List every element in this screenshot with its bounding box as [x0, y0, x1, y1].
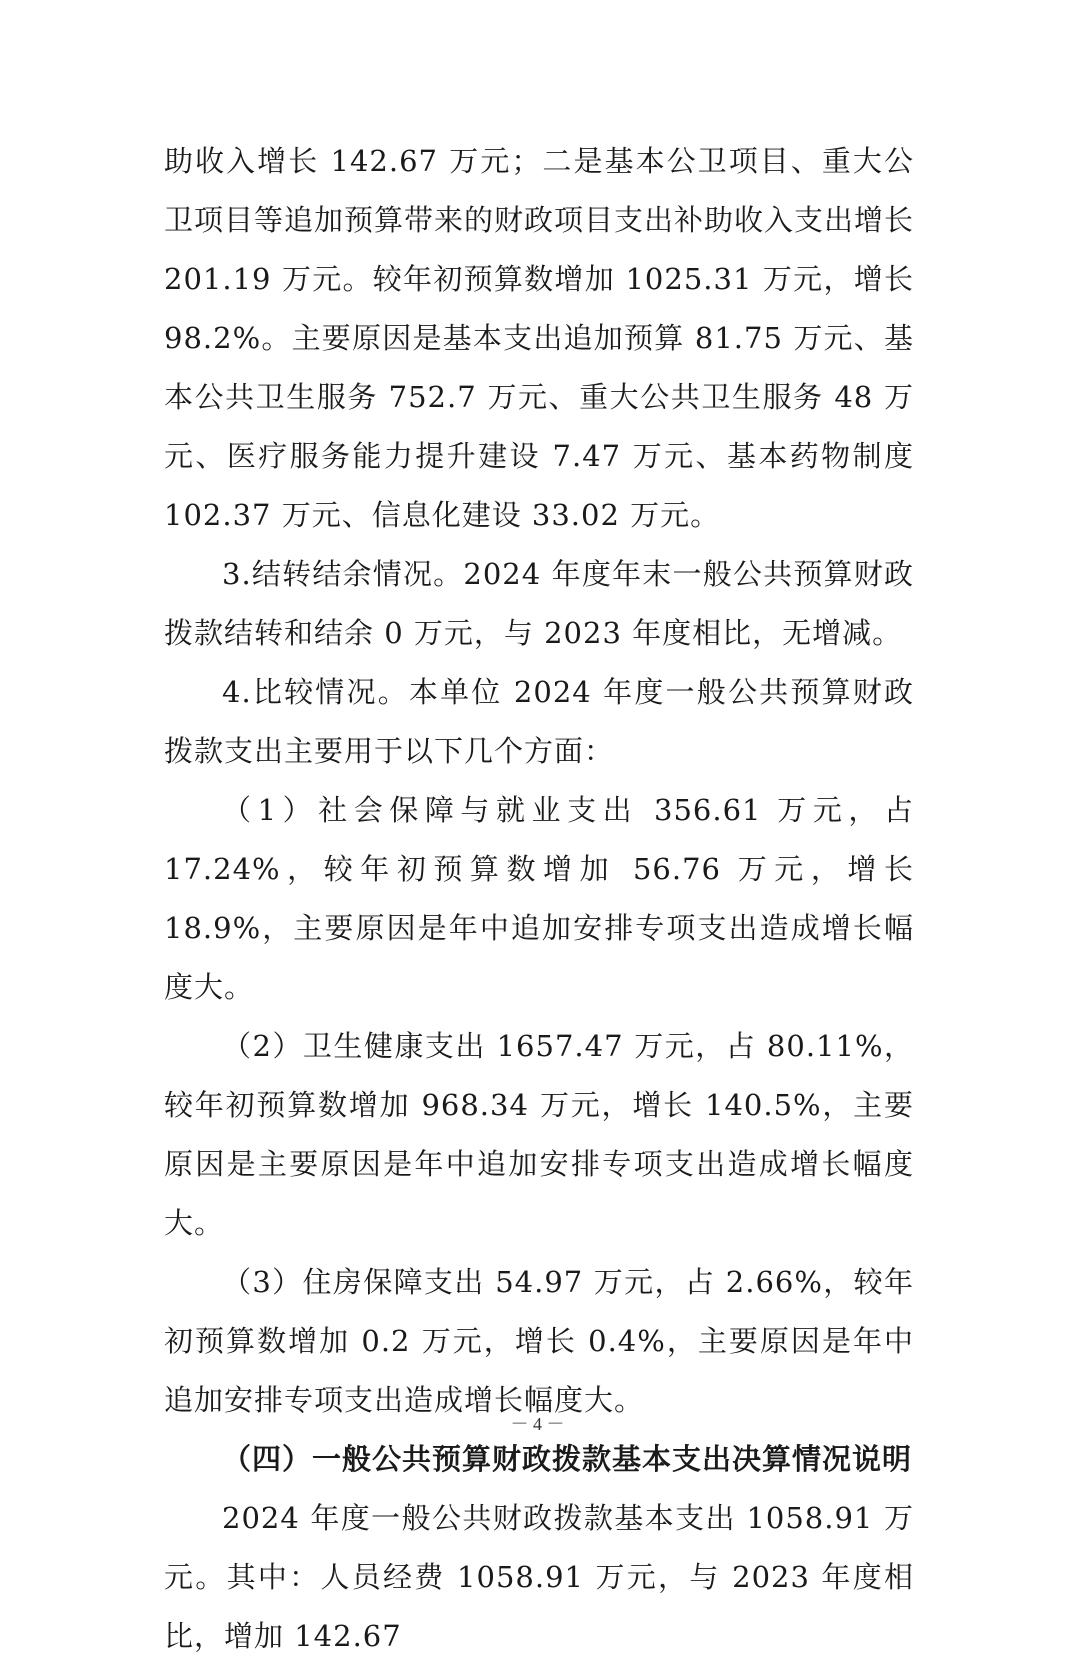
paragraph-carryover-balance: 3.结转结余情况。2024 年度年末一般公共预算财政拨款结转和结余 0 万元，与 2023 年度相比，无增减。 — [164, 557, 914, 650]
page-number: － 4 － — [510, 1414, 565, 1434]
paragraph-continuation: 助收入增长 142.67 万元；二是基本公卫项目、重大公卫项目等追加预算带来的财政项目支出补助收入支出增长 201.19 万元。较年初预算数增加 1025.31 万元，增长 98.2%。主要原因是基本支出追加预算 81.75 万元、基本公共卫生服务 752.7 万元、重大公共卫生服务 48 万元、医疗服务能力提升建设 7.47 万元、基本药物制度 102.37 万元、信息化建设 33.02 万元。 — [164, 144, 915, 532]
paragraph-social-security: （1）社会保障与就业支出 356.61 万元，占 17.24%，较年初预算数增加 56.76 万元，增长 18.9%，主要原因是年中追加安排专项支出造成增长幅度大。 — [164, 793, 914, 1004]
paragraph-basic-expenditure: 2024 年度一般公共财政拨款基本支出 1058.91 万元。其中：人员经费 1058.91 万元，与 2023 年度相比，增加 142.67 — [164, 1501, 914, 1653]
section-heading-basic-expenditure: （四）一般公共预算财政拨款基本支出决算情况说明 — [222, 1442, 913, 1476]
paragraph-comparison: 4.比较情况。本单位 2024 年度一般公共预算财政拨款支出主要用于以下几个方面： — [164, 675, 914, 768]
paragraph-housing: （3）住房保障支出 54.97 万元，占 2.66%，较年初预算数增加 0.2 万元，增长 0.4%，主要原因是年中追加安排专项支出造成增长幅度大。 — [164, 1265, 914, 1417]
paragraph-health: （2）卫生健康支出 1657.47 万元，占 80.11%，较年初预算数增加 968.34 万元，增长 140.5%，主要原因是主要原因是年中追加安排专项支出造成增长幅度大。 — [164, 1029, 914, 1240]
